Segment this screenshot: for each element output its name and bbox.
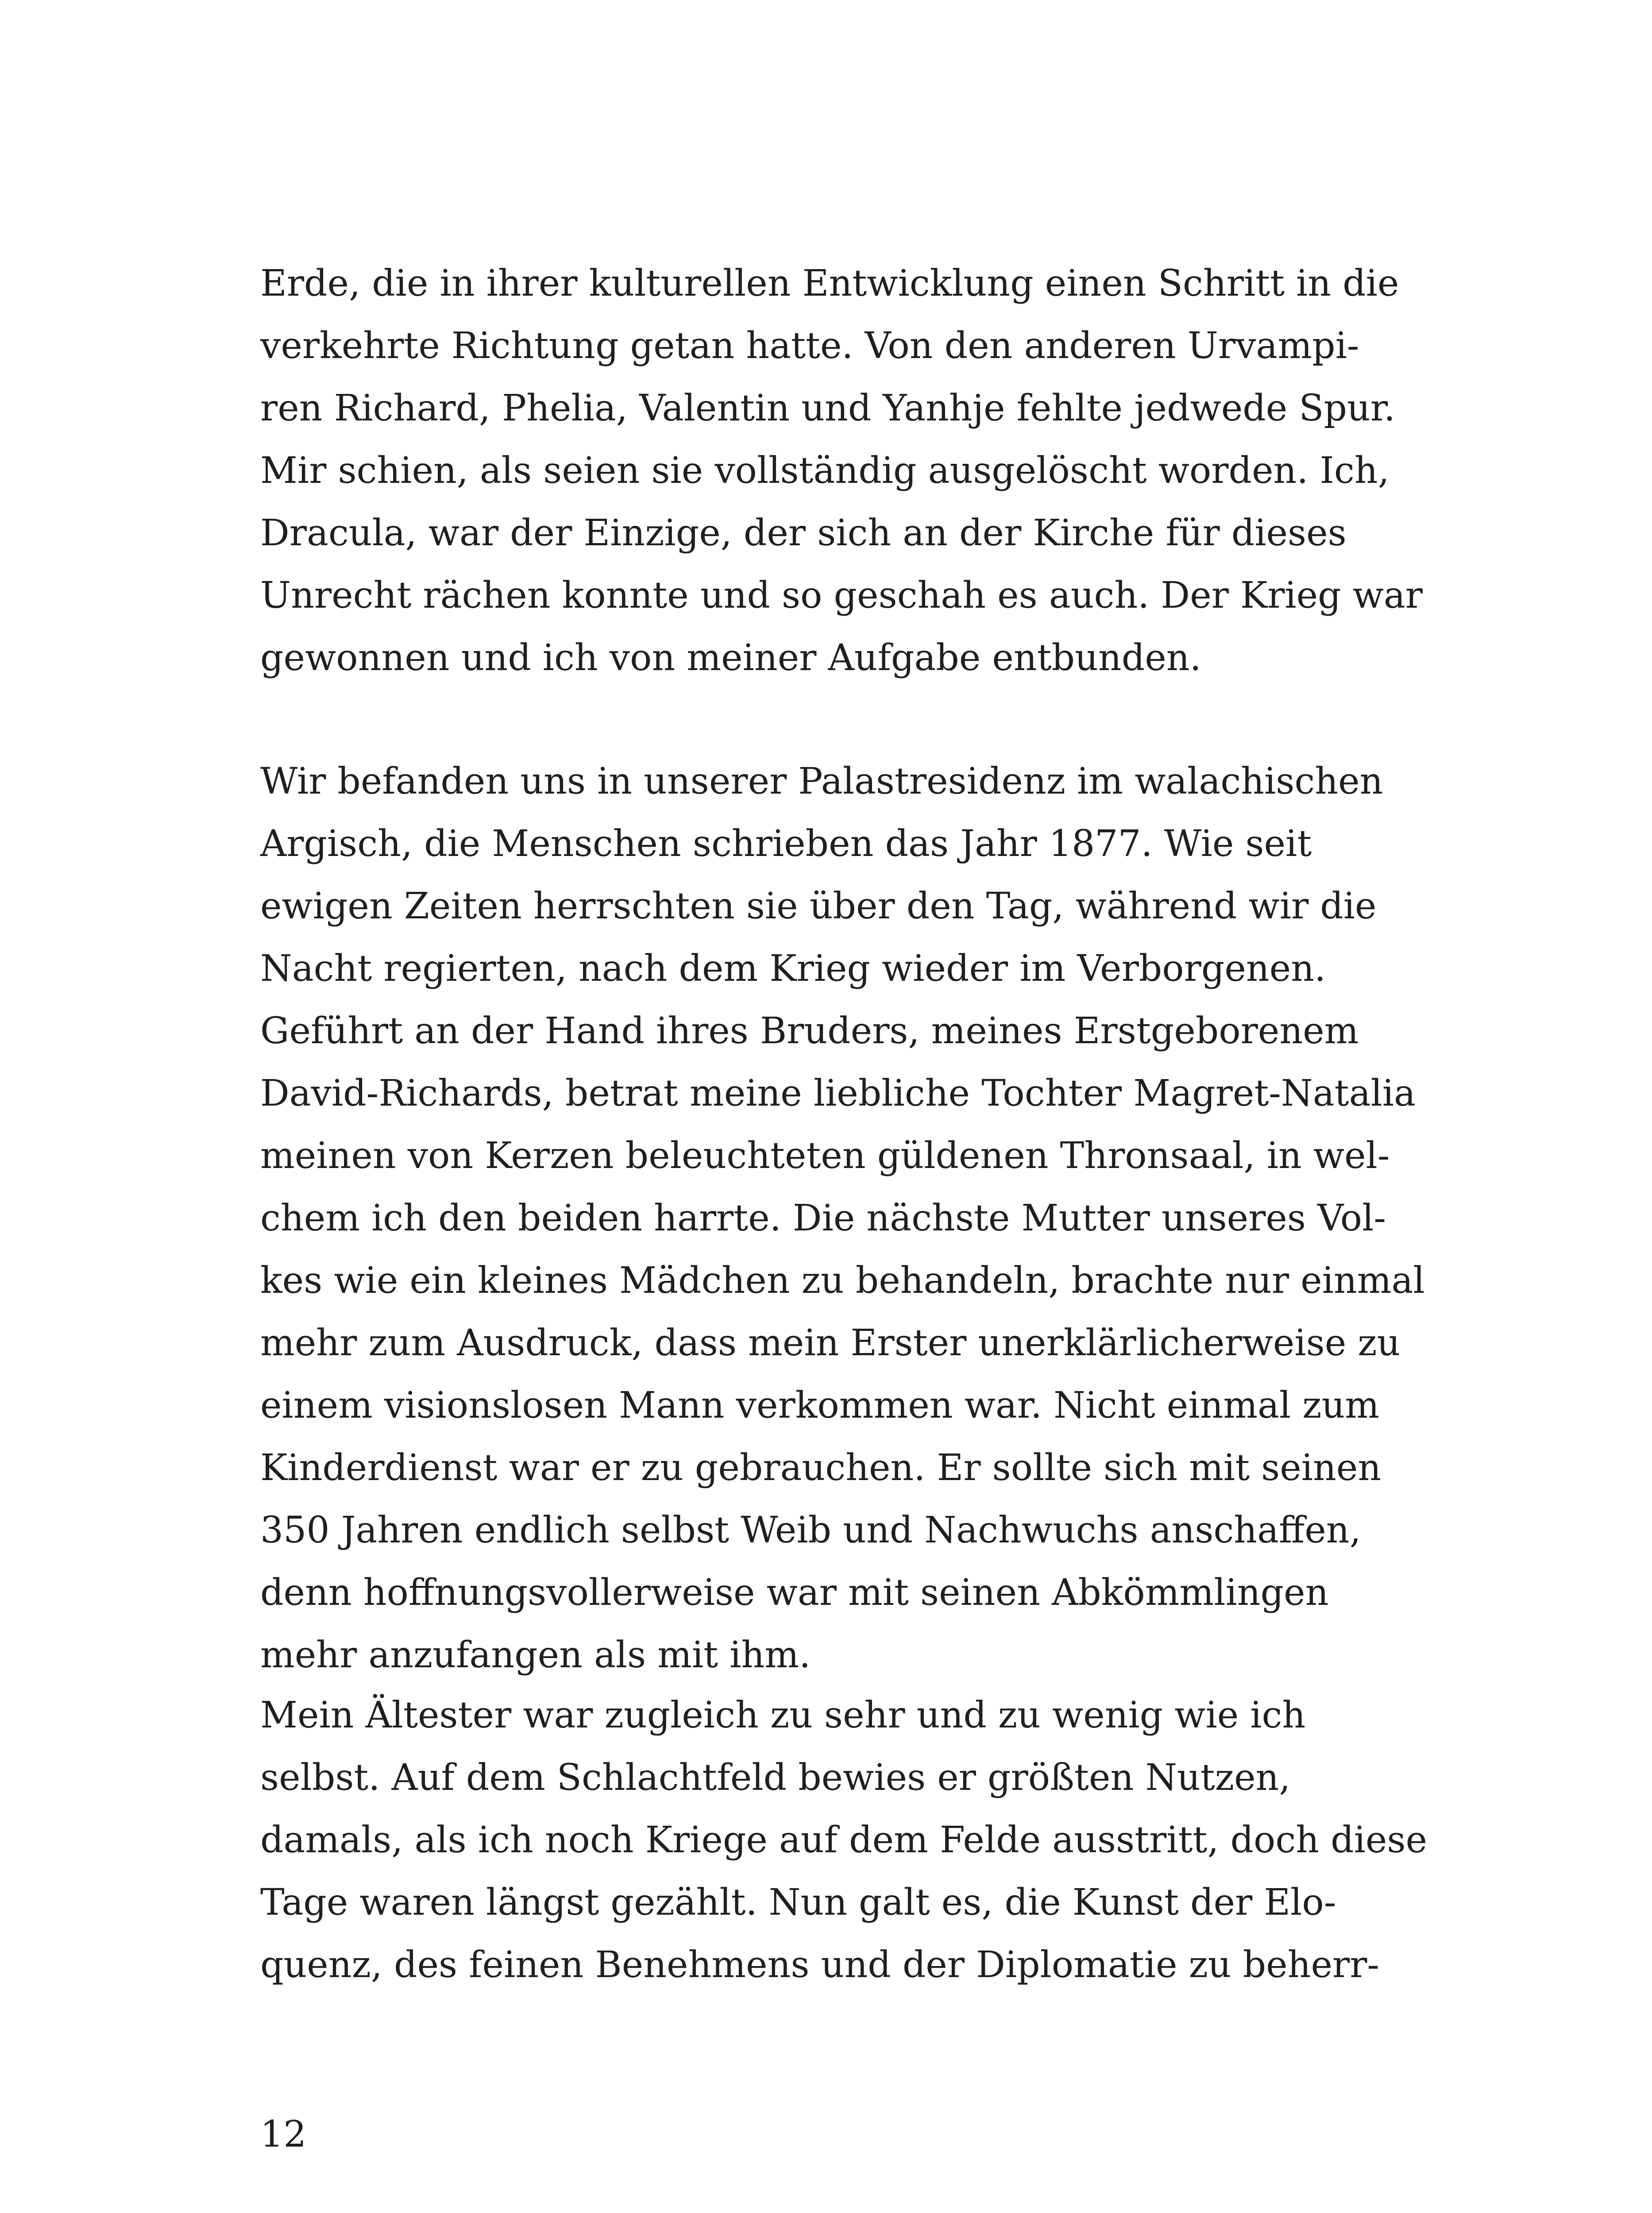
text-line: kes wie ein kleines Mädchen zu behandeln, brachte nur einmal	[260, 1260, 1425, 1302]
text-line: denn hoffnungsvollerweise war mit seinen Abkömmlingen	[260, 1572, 1329, 1614]
text-line: Dracula, war der Einzige, der sich an der Kirche für dieses	[260, 512, 1347, 554]
text-line: Wir befanden uns in unserer Palastresidenz im walachischen	[260, 760, 1383, 802]
text-line: quenz, des feinen Benehmens und der Diplomatie zu beherr-	[260, 1944, 1380, 1986]
text-line: Mein Ältester war zugleich zu sehr und zu wenig wie ich	[260, 1694, 1306, 1736]
text-line: Mir schien, als seien sie vollständig ausgelöscht worden. Ich,	[260, 450, 1390, 492]
text-line: 350 Jahren endlich selbst Weib und Nachwuchs anschaffen,	[260, 1509, 1361, 1551]
text-line: Geführt an der Hand ihres Bruders, meines Erstgeborenem	[260, 1010, 1359, 1052]
text-line: verkehrte Richtung getan hatte. Von den anderen Urvampi-	[260, 325, 1359, 367]
paragraph-1	[260, 252, 1423, 689]
text-line: damals, als ich noch Kriege auf dem Felde ausstritt, doch diese	[260, 1819, 1428, 1861]
paragraph-2	[260, 750, 1425, 1686]
text-line: David-Richards, betrat meine liebliche Tochter Magret-Natalia	[260, 1072, 1416, 1114]
text-line: ren Richard, Phelia, Valentin und Yanhje fehlte jedwede Spur.	[260, 387, 1396, 429]
text-line: chem ich den beiden harrte. Die nächste Mutter unseres Vol-	[260, 1197, 1386, 1239]
text-line: meinen von Kerzen beleuchteten güldenen Thronsaal, in wel-	[260, 1135, 1390, 1177]
text-line: gewonnen und ich von meiner Aufgabe entbunden.	[260, 637, 1201, 679]
text-line: mehr anzufangen als mit ihm.	[260, 1634, 811, 1676]
text-line: Kinderdienst war er zu gebrauchen. Er sollte sich mit seinen	[260, 1447, 1382, 1489]
text-line: einem visionslosen Mann verkommen war. Nicht einmal zum	[260, 1384, 1380, 1426]
text-line: Argisch, die Menschen schrieben das Jahr 1877. Wie seit	[260, 823, 1312, 865]
page-number: 12	[260, 2113, 307, 2155]
text-line: Nacht regierten, nach dem Krieg wieder im Verborgenen.	[260, 948, 1326, 990]
text-line: selbst. Auf dem Schlachtfeld bewies er größten Nutzen,	[260, 1757, 1291, 1799]
text-line: ewigen Zeiten herrschten sie über den Tag, während wir die	[260, 885, 1377, 927]
text-line: mehr zum Ausdruck, dass mein Erster unerklärlicherweise zu	[260, 1322, 1401, 1364]
text-line: Erde, die in ihrer kulturellen Entwicklung einen Schritt in die	[260, 262, 1399, 305]
text-line: Unrecht rächen konnte und so geschah es auch. Der Krieg war	[260, 574, 1423, 617]
paragraph-3	[260, 1684, 1428, 1996]
text-line: Tage waren längst gezählt. Nun galt es, die Kunst der Elo-	[260, 1881, 1336, 1924]
